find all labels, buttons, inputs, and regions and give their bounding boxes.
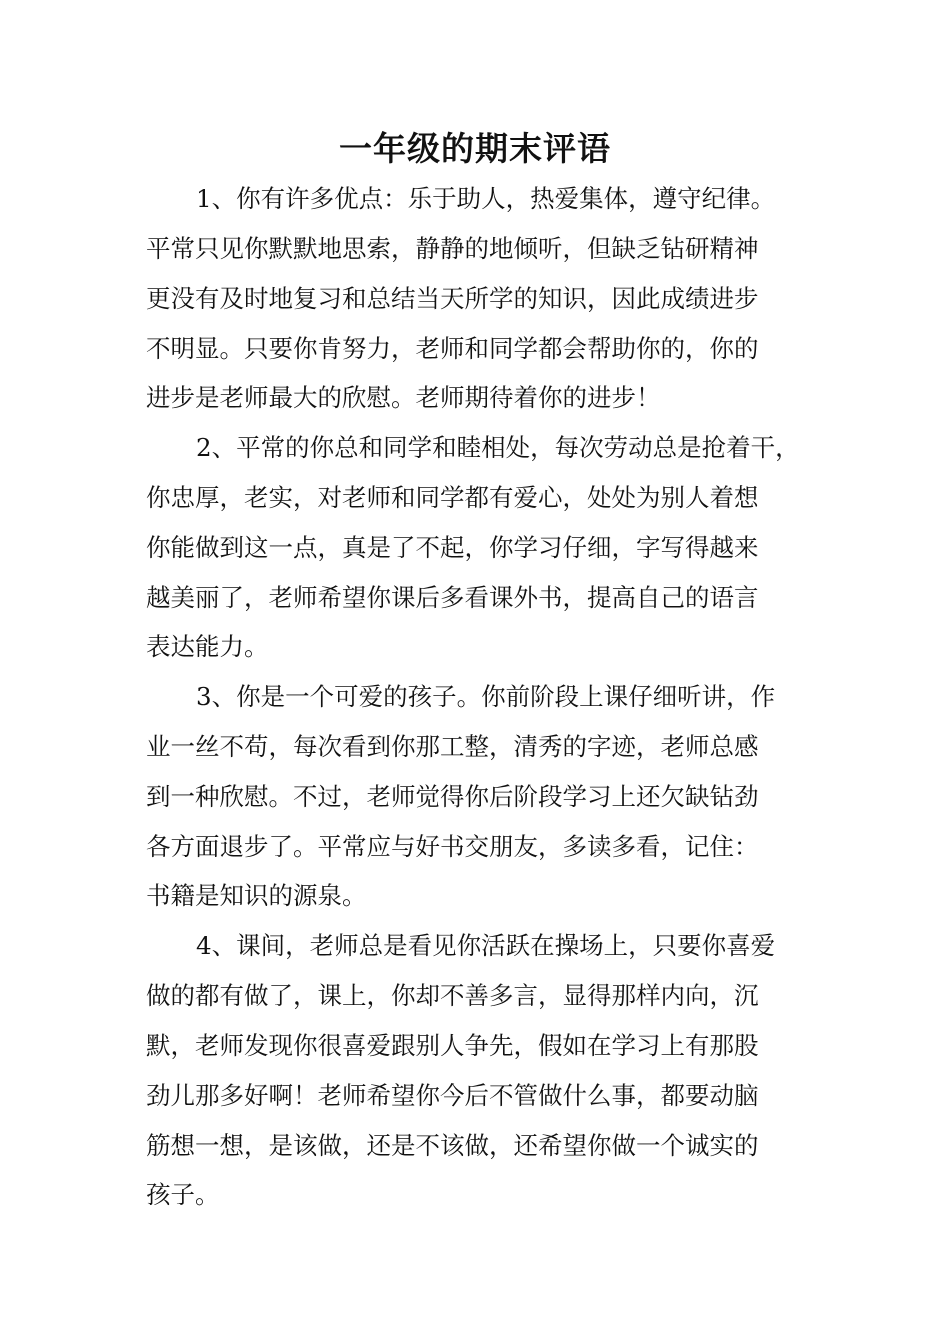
paragraph-2-line-2: 你忠厚，老实，对老师和同学都有爱心，处处为别人着想: [146, 483, 759, 512]
paragraph-3-line-3: 到一种欣慰。不过，老师觉得你后阶段学习上还欠缺钻劲: [146, 782, 759, 811]
paragraph-4-line-5: 筋想一想，是该做，还是不该做，还希望你做一个诚实的: [146, 1131, 759, 1160]
paragraph-1-line-4: 不明显。只要你肯努力，老师和同学都会帮助你的，你的: [146, 334, 759, 363]
paragraph-3-line-5: 书籍是知识的源泉。: [146, 881, 367, 910]
paragraph-4-line-3: 默，老师发现你很喜爱跟别人争先，假如在学习上有那股: [146, 1031, 759, 1060]
paragraph-2-line-3: 你能做到这一点，真是了不起，你学习仔细，字写得越来: [146, 533, 759, 562]
paragraph-2-line-1: 2、平常的你总和同学和睦相处，每次劳动总是抢着干，: [196, 433, 800, 462]
page-title: 一年级的期末评语: [339, 129, 611, 168]
paragraph-3-line-2: 业一丝不苟，每次看到你那工整，清秀的字迹，老师总感: [146, 732, 759, 761]
paragraph-4-line-1: 4、课间，老师总是看见你活跃在操场上，只要你喜爱: [196, 931, 776, 960]
paragraph-1-line-2: 平常只见你默默地思索，静静的地倾听，但缺乏钻研精神: [146, 234, 759, 263]
paragraph-3-line-1: 3、你是一个可爱的孩子。你前阶段上课仔细听讲，作: [196, 682, 776, 711]
paragraph-3-line-4: 各方面退步了。平常应与好书交朋友，多读多看，记住：: [146, 832, 759, 861]
paragraph-4-line-2: 做的都有做了，课上，你却不善多言，显得那样内向，沉: [146, 981, 759, 1010]
paragraph-1-line-3: 更没有及时地复习和总结当天所学的知识，因此成绩进步: [146, 284, 759, 313]
paragraph-2-line-4: 越美丽了，老师希望你课后多看课外书，提高自己的语言: [146, 583, 759, 612]
paragraph-1-line-5: 进步是老师最大的欣慰。老师期待着你的进步！: [146, 383, 661, 412]
paragraph-1-line-1: 1、你有许多优点：乐于助人，热爱集体，遵守纪律。: [196, 184, 776, 213]
paragraph-2-line-5: 表达能力。: [146, 632, 269, 661]
paragraph-4-line-6: 孩子。: [146, 1180, 220, 1209]
paragraph-4-line-4: 劲儿那多好啊！老师希望你今后不管做什么事，都要动脑: [146, 1081, 759, 1110]
